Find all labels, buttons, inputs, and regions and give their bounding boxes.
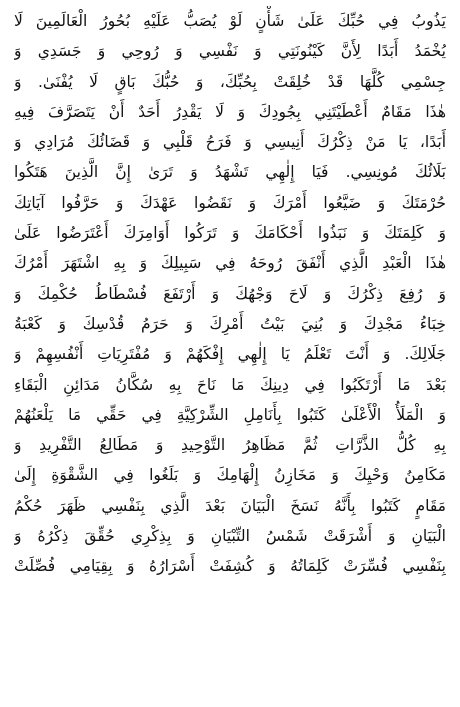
text-line: أَبَدًا، يَا مَنْ ذِكْرُكَ أَنِيسِي وَ فَرَحُ قَلْبِي وَ قَضَائُكَ مُرَادِي وَ <box>14 133 446 152</box>
text-line: مَكَامِنُ وَحْيِكَ وَ مَخَازِنُ إِلْهَامِكَ وَ بَلَغُوا فِي الشَّقْوَةِ إِلَىٰ <box>14 466 446 485</box>
text-line: وَ كَلِمَتَكَ وَ نَبَذُوا أَحْكَامَكَ وَ تَرَكُوا أَوَامِرَكَ أَعْتَرَضُوا عَلَىٰ <box>14 224 446 243</box>
text-line: جِسْمِي كُلَّهَا قَدْ خُلِقَتْ بِحُبِّكَ، وَ حُبُّكَ بَاقٍ لَا يُفْنَىٰ. وَ <box>14 72 446 91</box>
text-line: حُرْمَتَكَ وَ ضَيَّعُوا أَمْرَكَ وَ نَقَضُوا عَهْدَكَ وَ حَرَّفُوا آيَاتِكَ <box>14 193 446 212</box>
text-line: وَ الْمَلَأُ الْأَعْلَىٰ كَتَبُوا بِأَنَامِلِ الشِّرْكِيَّةِ فِي حَقِّي مَا يَلْعَنُهُمْ <box>14 405 446 424</box>
text-line: مَقَامٍ كَتَبُوا بِأَنَّهُ نَسَخَ الْبَيَانَ بَعْدَ الَّذِي بِنَفْسِي ظَهَرَ حُكْمُ <box>14 496 446 515</box>
text-line: خِبَاءُ مَجْدِكَ وَ بُنِيَ بَيْتُ أَمْرِكَ وَ حَرَمُ قُدْسِكَ وَ كَعْبَةُ <box>14 314 446 333</box>
text-line: هٰذَا مَقَامٌ أَعْطَيْتَنِي بِجُودِكَ وَ لَا يَقْدِرُ أَحَدٌ أَنْ يَتَصَرَّفَ فِيهِ <box>14 102 446 121</box>
text-line: جَلَالِكَ. وَ أَنْتَ تَعْلَمُ يَا إِلٰهِي إِفْكَهُمْ وَ مُفْتَرِيَاتِ أَنْفُسِهِمْ وَ <box>14 345 446 364</box>
text-line: بِهِ كُلُّ الذَّرَّاتِ ثُمَّ مَظَاهِرُ التَّوْحِيدِ وَ مَطَالِعُ التَّفْرِيدِ وَ <box>14 436 446 455</box>
text-line: بَعْدَ مَا أَرْتَكَبُوا فِي دِينِكَ مَا نَاحَ بِهِ سُكَّانُ مَدَائِنِ الْبَقَاءِ <box>14 375 446 394</box>
text-line: وَ رُفِعَ ذِكْرُكَ وَ لَاحَ وَجْهُكَ وَ أَرْتَفَعَ فُسْطَاطُ حُكْمِكَ وَ <box>14 284 446 303</box>
text-line: يُخْمَدُ أَبَدًا لِأَنَّ كَيْنُونَتِي وَ نَفْسِي وَ رُوحِي وَ جَسَدِي وَ <box>14 42 446 61</box>
document-page <box>14 6 446 704</box>
text-line: الْبَيَانِ وَ أَشْرَقَتْ شَمْسُ التِّبْيَانِ وَ بِذِكْرِي حُقِّقَ ذِكْرُهُ وَ <box>14 527 446 546</box>
text-line: بَلَائُكَ مُونِسِي. فَيَا إِلٰهِي تَشْهَدُ وَ تَرَىٰ إِنَّ الَّذِينَ هَتَكُوا <box>14 163 446 182</box>
text-line: هٰذَا الْعَبْدِ الَّذِي أَنْفَقَ رُوحَهُ فِي سَبِيلِكَ وَ بِهِ اشْتَهَرَ أَمْرُكَ <box>14 254 446 273</box>
text-line: بِنَفْسِي فُسِّرَتْ كَلِمَاتُهُ وَ كُشِفَتْ أَسْرَارُهُ وَ بِقِيَامِي فُصِّلَتْ <box>14 557 446 576</box>
text-line: يَذُوبُ فِي حُبِّكَ عَلَىٰ شَأْنٍ لَوْ يُصَبُّ عَلَيْهِ بُحُورُ الْعَالَمِينَ لَا <box>14 12 446 30</box>
